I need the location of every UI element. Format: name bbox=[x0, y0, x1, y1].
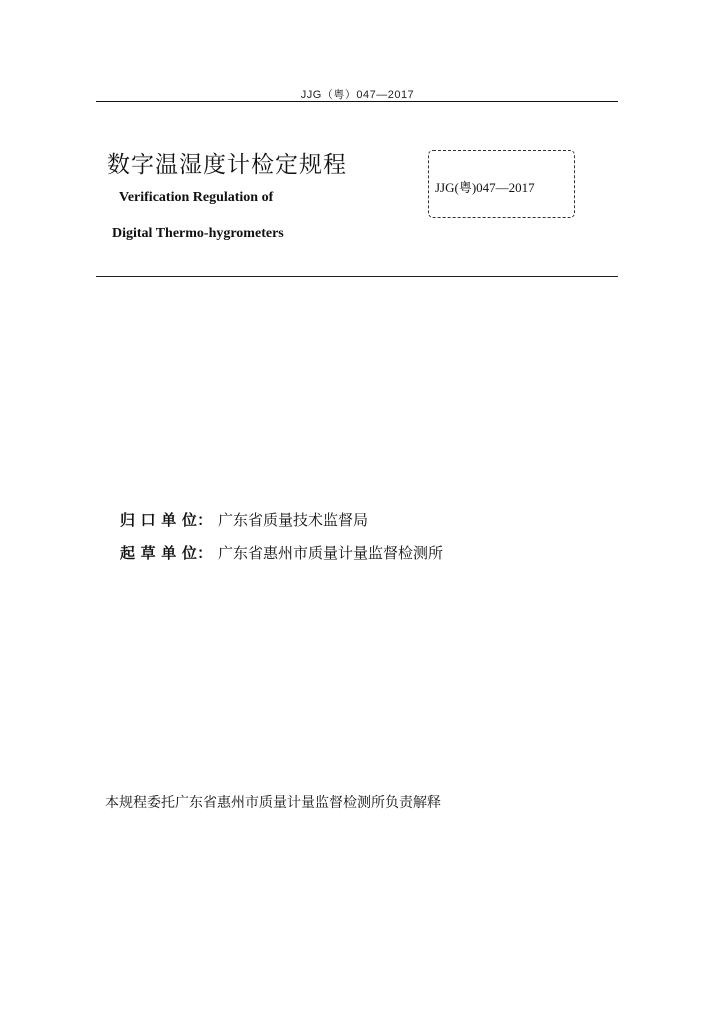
drafting-organization-value: 广东省惠州市质量计量监督检测所 bbox=[218, 544, 444, 562]
title-english-line1: Verification Regulation of bbox=[119, 190, 274, 205]
standard-code-box-text: JJG(粤)047—2017 bbox=[435, 180, 535, 195]
responsible-organization-value: 广东省质量技术监督局 bbox=[218, 511, 369, 529]
header-divider bbox=[96, 101, 618, 102]
drafting-organization-label: 起 草 单 位： bbox=[120, 544, 213, 562]
title-english-line2: Digital Thermo-hygrometers bbox=[112, 226, 284, 241]
responsible-organization-label: 归 口 单 位： bbox=[120, 511, 213, 529]
interpretation-note: 本规程委托广东省惠州市质量计量监督检测所负责解释 bbox=[105, 795, 441, 811]
standard-code-header: JJG（粤）047—2017 bbox=[300, 89, 415, 101]
drafting-organization-row bbox=[120, 542, 443, 563]
title-divider bbox=[96, 276, 618, 277]
title-chinese: 数字温湿度计检定规程 bbox=[107, 152, 347, 178]
standard-code-box bbox=[428, 150, 575, 218]
responsible-organization-row bbox=[120, 509, 368, 530]
